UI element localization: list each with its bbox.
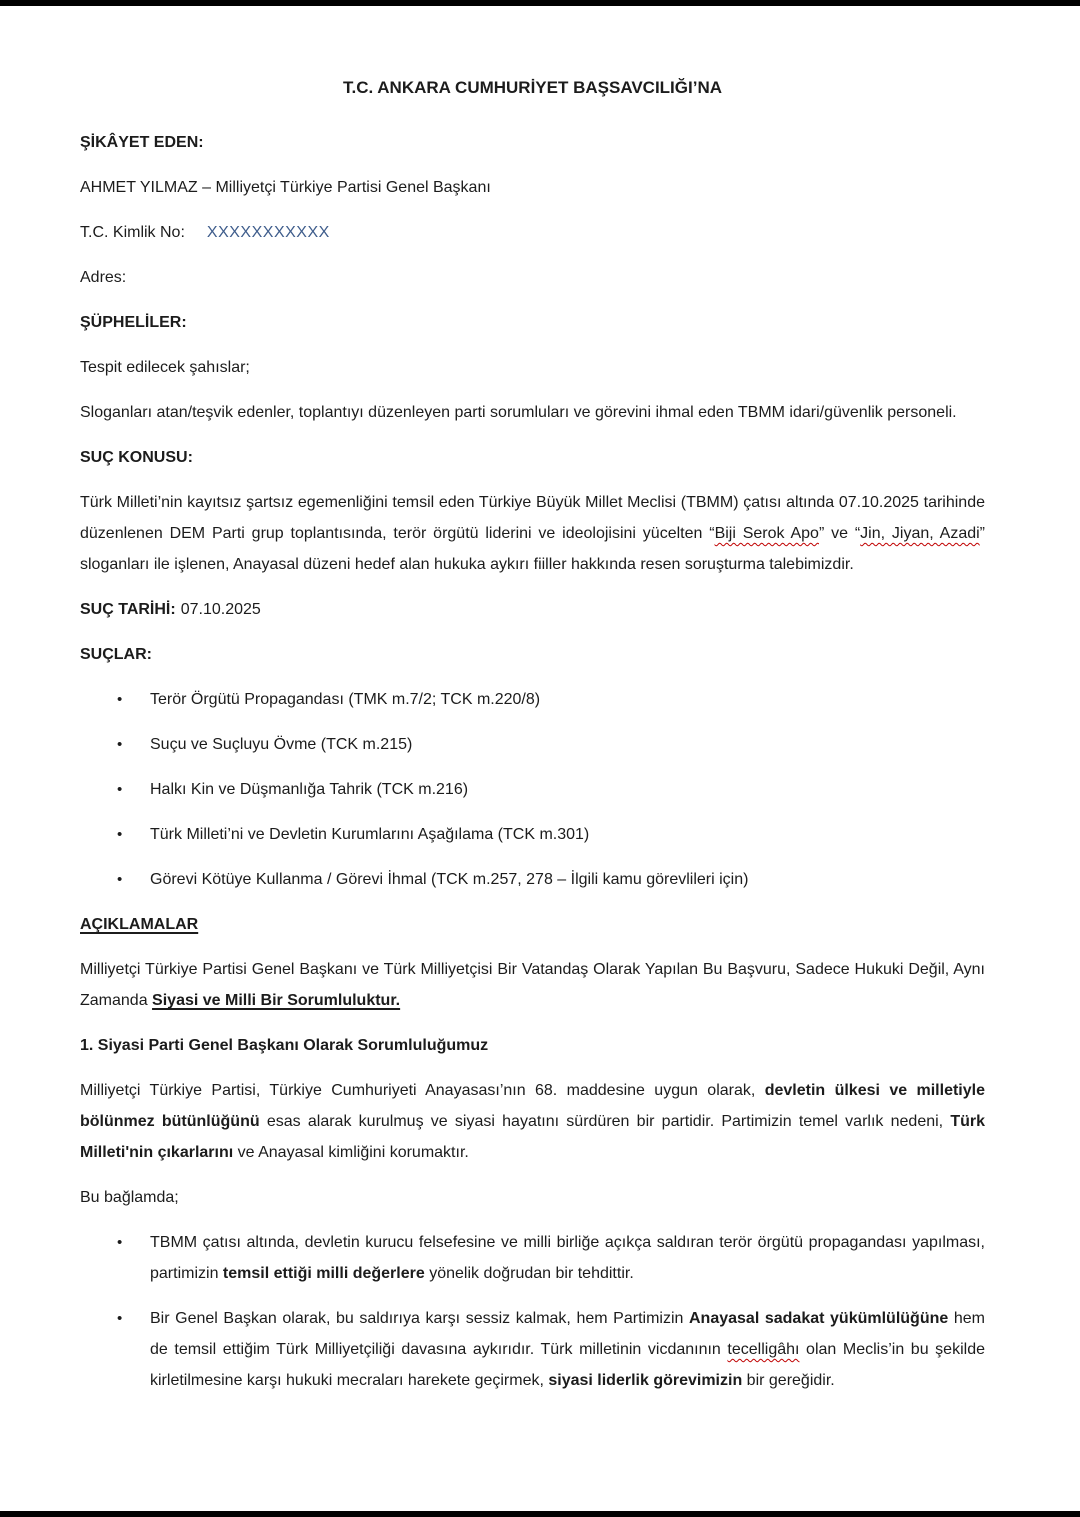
suspects-intro: Tespit edilecek şahıslar; bbox=[80, 359, 250, 376]
offense-item bbox=[80, 774, 985, 805]
section1-bold-text: devletin ülkesi ve milletiyle bölünmez bütünlüğünü bbox=[80, 1082, 985, 1130]
context-text: hem de temsil ettiğim Türk Milliyetçiliği davasına aykırıdır. Türk milletinin vicdanının bbox=[150, 1310, 985, 1358]
offenses-label: SUÇLAR: bbox=[80, 646, 152, 663]
offense-item bbox=[80, 729, 985, 760]
context-text: yönelik doğrudan bir tehdittir. bbox=[424, 1265, 634, 1282]
offense-item-text: Türk Milleti’ni ve Devletin Kurumlarını Aşağılama (TCK m.301) bbox=[150, 826, 590, 843]
context-text: TBMM çatısı altında, devletin kurucu felsefesine ve milli birliğe açıkça saldıran terör örgütü propagandası yapılması, partimizin bbox=[150, 1234, 985, 1282]
address-label: Adres: bbox=[80, 269, 127, 286]
section1-heading: 1. Siyasi Parti Genel Başkanı Olarak Sorumluluğumuz bbox=[80, 1037, 489, 1054]
offense-subject-text: ” ve “ bbox=[818, 525, 861, 542]
offense-subject-paragraph bbox=[80, 487, 985, 580]
offense-date-value: 07.10.2025 bbox=[180, 601, 261, 618]
bullet-icon: • bbox=[117, 871, 123, 888]
complainant-label: ŞİKÂYET EDEN: bbox=[80, 134, 204, 151]
offense-subject-text: ” sloganları ile işlenen, Anayasal düzeni hedef alan hukuka aykırı fiiller hakkında resen soruşturma talebimizdir. bbox=[80, 525, 985, 573]
suspects-label: ŞÜPHELİLER: bbox=[80, 314, 187, 331]
offense-item-text: Görevi Kötüye Kullanma / Görevi İhmal (TCK m.257, 278 – İlgili kamu görevlileri için) bbox=[150, 871, 749, 888]
misspelled-word: tecelligâhı bbox=[727, 1341, 800, 1358]
context-list bbox=[80, 1227, 985, 1396]
document-title: T.C. ANKARA CUMHURİYET BAŞSAVCILIĞI’NA bbox=[342, 78, 723, 97]
bullet-icon: • bbox=[117, 1234, 123, 1251]
section1-paragraph bbox=[80, 1075, 985, 1168]
section1-text: ve Anayasal kimliğini korumaktır. bbox=[233, 1144, 469, 1161]
bottom-edge-bar bbox=[0, 1511, 1080, 1517]
section1-bold-text: Türk Milleti'nin çıkarlarını bbox=[80, 1113, 986, 1161]
top-edge-bar bbox=[0, 0, 1080, 6]
context-text: bir gereğidir. bbox=[742, 1372, 835, 1389]
explanations-intro-paragraph bbox=[80, 954, 985, 1016]
id-label: T.C. Kimlik No: bbox=[80, 224, 185, 241]
offense-item bbox=[80, 684, 985, 715]
offense-item bbox=[80, 819, 985, 850]
bullet-icon: • bbox=[117, 826, 123, 843]
context-item-text bbox=[150, 1227, 985, 1289]
offense-date-label: SUÇ TARİHİ: bbox=[80, 601, 176, 618]
offense-date-line bbox=[80, 594, 985, 625]
suspects-description: Sloganları atan/teşvik edenler, toplantıyı düzenleyen parti sorumluları ve görevini ihmal eden TBMM idari/güvenlik personeli. bbox=[80, 404, 957, 421]
slogan-1-text: Biji Serok Apo bbox=[714, 525, 819, 542]
explanations-heading: AÇIKLAMALAR bbox=[80, 916, 199, 933]
context-text: Bir Genel Başkan olarak, bu saldırıya karşı sessiz kalmak, hem Partimizin bbox=[150, 1310, 689, 1327]
context-item bbox=[80, 1227, 985, 1289]
offense-item-text: Terör Örgütü Propagandası (TMK m.7/2; TCK m.220/8) bbox=[150, 691, 541, 708]
context-bold-text: siyasi liderlik görevimizin bbox=[548, 1372, 743, 1389]
explanations-intro-emphasis: Siyasi ve Milli Bir Sorumluluktur. bbox=[152, 992, 401, 1009]
id-line bbox=[80, 217, 985, 248]
offenses-list bbox=[80, 684, 985, 895]
offense-subject-text: Türk Milleti’nin kayıtsız şartsız egemenliğini temsil eden Türkiye Büyük Millet Meclisi (TBMM) çatısı altında 07.10.2025 tarihinde düzenlenen DEM Parti grup toplantısında, terör örgütü liderini ve ideolojisini yücelten “ bbox=[80, 494, 985, 542]
offense-item bbox=[80, 864, 985, 895]
offense-item-text: Suçu ve Suçluyu Övme (TCK m.215) bbox=[150, 736, 413, 753]
bullet-icon: • bbox=[117, 1310, 123, 1327]
offense-item-text: Halkı Kin ve Düşmanlığa Tahrik (TCK m.216) bbox=[150, 781, 469, 798]
slogan-2-text: Jin, Jiyan, Azadi bbox=[860, 525, 980, 542]
context-lead: Bu bağlamda; bbox=[80, 1189, 179, 1206]
bullet-icon: • bbox=[117, 736, 123, 753]
complainant-name: AHMET YILMAZ – Milliyetçi Türkiye Partisi Genel Başkanı bbox=[80, 179, 491, 196]
context-text: olan Meclis’in bu şekilde kirletilmesine karşı hukuki mecraları harekete geçirmek, bbox=[150, 1341, 985, 1389]
bullet-icon: • bbox=[117, 691, 123, 708]
id-value: XXXXXXXXXXX bbox=[206, 224, 330, 241]
section1-text: Milliyetçi Türkiye Partisi, Türkiye Cumhuriyeti Anayasası’nın 68. maddesine uygun olarak, bbox=[80, 1082, 765, 1099]
bullet-icon: • bbox=[117, 781, 123, 798]
context-item bbox=[80, 1303, 985, 1396]
context-item-text bbox=[150, 1303, 985, 1396]
offense-subject-label: SUÇ KONUSU: bbox=[80, 449, 193, 466]
context-bold-text: temsil ettiği milli değerlere bbox=[222, 1265, 425, 1282]
context-bold-text: Anayasal sadakat yükümlülüğüne bbox=[689, 1310, 949, 1327]
section1-text: esas alarak kurulmuş ve siyasi hayatını sürdüren bir partidir. Partimizin temel varlık nedeni, bbox=[259, 1113, 951, 1130]
explanations-intro-text: Milliyetçi Türkiye Partisi Genel Başkanı ve Türk Milliyetçisi Bir Vatandaş Olarak Yapılan Bu Başvuru, Sadece Hukuki Değil, Aynı Zamanda bbox=[80, 961, 985, 1009]
